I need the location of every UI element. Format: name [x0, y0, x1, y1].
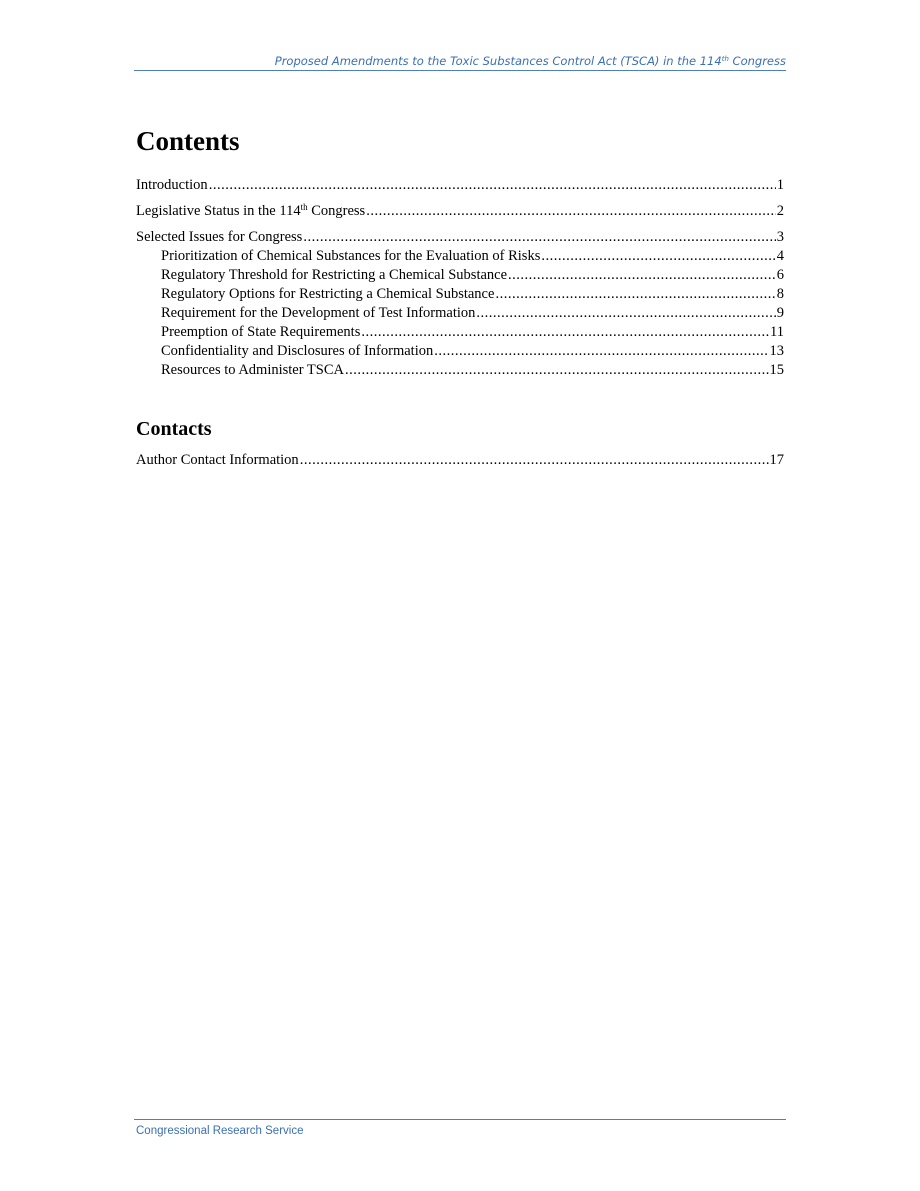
toc-entry-title: Preemption of State Requirements	[161, 324, 361, 340]
toc-page-number: 8	[776, 286, 784, 302]
toc-dot-leader	[300, 451, 769, 470]
toc-dot-leader	[209, 176, 776, 195]
toc-dot-leader	[495, 285, 775, 304]
running-header	[134, 54, 786, 71]
toc-page-number: 2	[776, 203, 784, 219]
toc-entry-title: Resources to Administer TSCA	[161, 362, 344, 378]
toc-entry-resources[interactable]	[136, 361, 784, 380]
header-title-superscript: th	[721, 55, 729, 63]
toc-page-number: 11	[770, 324, 784, 340]
toc-entry-author-contact[interactable]	[136, 451, 784, 470]
toc-entry-title-start: Legislative Status in the 114	[136, 203, 301, 219]
toc-entry-regulatory-threshold[interactable]	[136, 266, 784, 285]
toc-dot-leader	[476, 304, 775, 323]
toc-entry-confidentiality[interactable]	[136, 342, 784, 361]
toc-dot-leader	[366, 202, 776, 221]
toc-entry-legislative-status[interactable]	[136, 202, 784, 221]
toc-dot-leader	[508, 266, 776, 285]
contents-list	[136, 176, 784, 380]
toc-page-number: 6	[776, 267, 784, 283]
toc-entry-title: Requirement for the Development of Test Information	[161, 305, 476, 321]
contacts-heading: Contacts	[136, 418, 212, 440]
toc-page-number: 15	[769, 362, 784, 378]
toc-entry-title: Prioritization of Chemical Substances for the Evaluation of Risks	[161, 248, 541, 264]
toc-entry-selected-issues[interactable]	[136, 228, 784, 247]
running-footer	[134, 1119, 786, 1138]
toc-entry-title: Confidentiality and Disclosures of Information	[161, 343, 434, 359]
toc-page-number: 1	[776, 177, 784, 193]
toc-entry-title: Regulatory Threshold for Restricting a Chemical Substance	[161, 267, 508, 283]
toc-page-number: 4	[776, 248, 784, 264]
toc-entry-title-end: Congress	[307, 203, 366, 219]
toc-entry-title: Introduction	[136, 177, 208, 193]
header-title-end: Congress	[728, 54, 786, 68]
toc-entry-preemption[interactable]	[136, 323, 784, 342]
toc-dot-leader	[541, 247, 775, 266]
toc-page-number: 17	[769, 452, 784, 468]
toc-dot-leader	[434, 342, 768, 361]
contacts-list	[136, 451, 784, 470]
toc-dot-leader	[361, 323, 769, 342]
contents-heading: Contents	[136, 126, 240, 156]
toc-entry-title: Author Contact Information	[136, 452, 299, 468]
toc-entry-regulatory-options[interactable]	[136, 285, 784, 304]
toc-dot-leader	[345, 361, 769, 380]
toc-entry-title: Regulatory Options for Restricting a Chemical Substance	[161, 286, 495, 302]
toc-entry-introduction[interactable]	[136, 176, 784, 195]
toc-page-number: 3	[776, 229, 784, 245]
toc-entry-title: Selected Issues for Congress	[136, 229, 303, 245]
footer-text: Congressional Research Service	[136, 1125, 304, 1137]
toc-entry-title-superscript: th	[300, 202, 308, 212]
toc-entry-prioritization[interactable]	[136, 247, 784, 266]
table-of-contents	[136, 124, 784, 477]
header-title: Proposed Amendments to the Toxic Substances Control Act (TSCA) in the 114	[274, 54, 722, 68]
toc-page-number: 13	[769, 343, 784, 359]
toc-entry-test-information[interactable]	[136, 304, 784, 323]
toc-page-number: 9	[776, 305, 784, 321]
toc-dot-leader	[303, 228, 775, 247]
toc-entry-title	[136, 202, 365, 221]
